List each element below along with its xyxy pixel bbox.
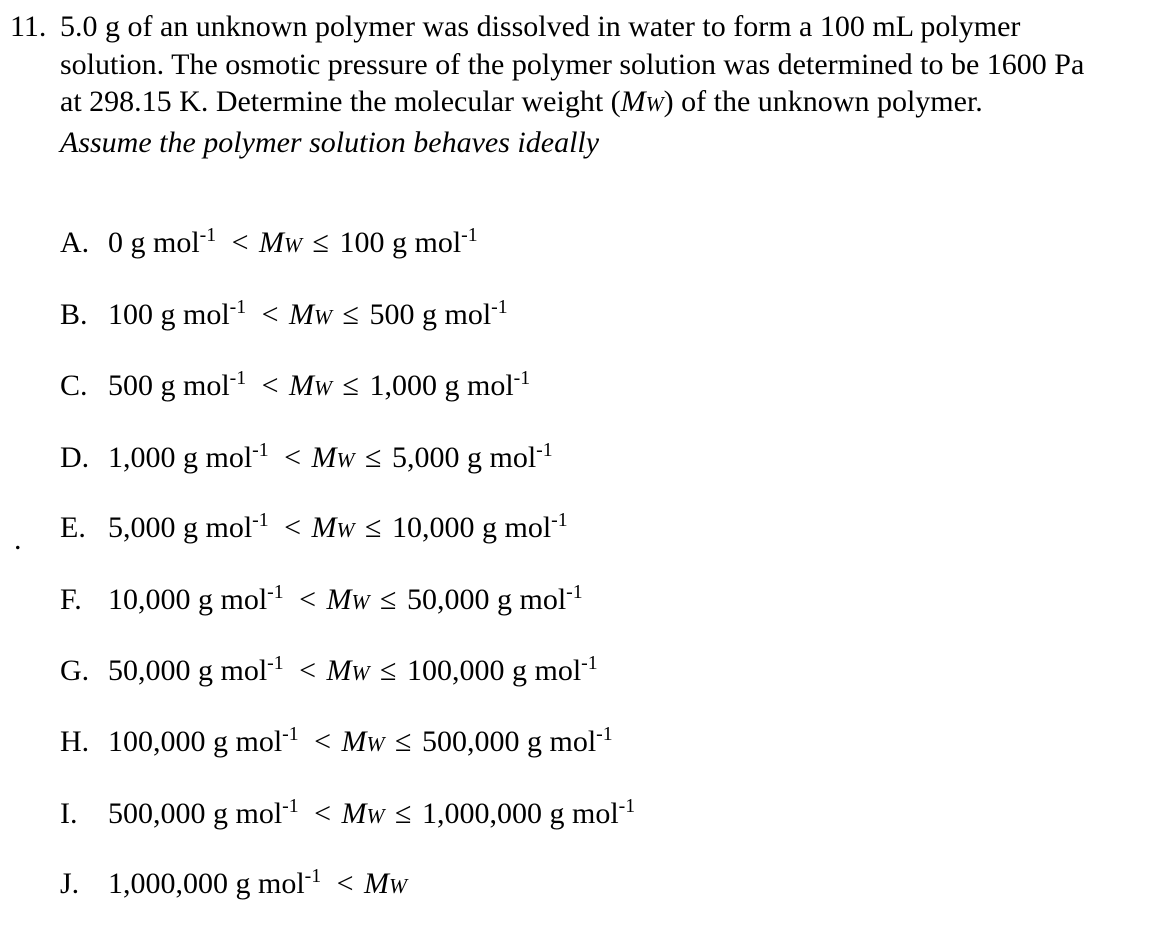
less-than-symbol: < [261, 298, 279, 331]
mw-subscript: W [366, 804, 385, 828]
option-unit-exponent: -1 [252, 439, 269, 462]
option-unit: g mol [213, 797, 283, 830]
less-equal-symbol: ≤ [395, 725, 412, 758]
less-than-symbol: < [299, 654, 317, 687]
less-than-symbol: < [299, 583, 317, 616]
option-unit-exponent: -1 [536, 439, 553, 462]
less-equal-symbol: ≤ [365, 511, 382, 544]
option-c [60, 366, 535, 406]
option-upper-value: 50,000 [406, 583, 490, 616]
option-letter: B. [60, 298, 88, 331]
option-letter: C. [60, 369, 88, 402]
question-assumption: Assume the polymer solution behaves ideally [60, 125, 600, 159]
option-unit-exponent: -1 [252, 509, 269, 532]
option-unit-exponent: -1 [618, 795, 636, 818]
less-than-symbol: < [231, 226, 249, 259]
question-mw-var: M [620, 85, 646, 118]
option-unit: g mol [198, 583, 268, 616]
mw-symbol: M [259, 226, 285, 259]
option-lower-value: 0 [108, 226, 123, 259]
option-letter: G. [60, 654, 90, 687]
option-letter: H. [60, 725, 90, 758]
question-line-3-start: at 298.15 K. Determine the molecular weight ( [60, 85, 621, 118]
option-unit-exponent: -1 [513, 367, 531, 390]
option-lower-value: 10,000 [108, 583, 191, 616]
stray-mark: . [14, 523, 22, 556]
mw-symbol: M [341, 725, 367, 758]
question-line-1: 5.0 g of an unknown polymer was dissolved in water to form a 100 mL polymer [60, 10, 1021, 43]
option-e [60, 508, 573, 548]
option-upper-value: 100 [339, 226, 385, 259]
option-unit-exponent: -1 [229, 367, 247, 390]
option-unit: g mol [213, 725, 283, 758]
option-unit-exponent: -1 [596, 723, 613, 746]
option-letter: A. [60, 226, 90, 259]
option-lower-value: 1,000,000 [108, 867, 228, 900]
less-than-symbol: < [314, 797, 332, 830]
option-unit-exponent: -1 [199, 224, 217, 247]
option-unit-exponent: -1 [491, 296, 508, 319]
question-line-3-end: ) of the unknown polymer. [663, 85, 983, 118]
option-lower-value: 100 [108, 298, 153, 331]
mw-symbol: M [311, 511, 337, 544]
option-lower-value: 50,000 [108, 654, 191, 687]
option-unit-exponent: -1 [267, 581, 284, 604]
less-than-symbol: < [284, 511, 302, 544]
option-upper-value: 1,000 [369, 369, 437, 402]
mw-subscript: W [351, 590, 370, 614]
question-line-2: solution. The osmotic pressure of the polymer solution was determined to be 1600 Pa [60, 47, 1085, 81]
option-unit: g mol [198, 654, 268, 687]
mw-subscript: W [314, 305, 333, 329]
option-unit: g mol [130, 226, 200, 259]
less-equal-symbol: ≤ [380, 654, 397, 687]
option-unit: g mol [183, 441, 253, 474]
mw-subscript: W [314, 376, 333, 400]
mw-symbol: M [364, 867, 390, 900]
option-letter: F. [60, 583, 82, 616]
mw-symbol: M [289, 298, 315, 331]
option-unit-exponent: -1 [282, 795, 299, 818]
mw-subscript: W [351, 661, 370, 685]
option-letter: I. [60, 797, 78, 830]
option-unit: g mol [511, 654, 582, 687]
option-lower-value: 5,000 [108, 511, 176, 544]
option-upper-value: 5,000 [391, 441, 460, 474]
option-unit-exponent: -1 [267, 652, 284, 675]
option-letter: E. [60, 511, 86, 544]
option-unit: g mol [549, 797, 619, 830]
mw-symbol: M [311, 441, 337, 474]
mw-symbol: M [326, 654, 352, 687]
option-d [60, 438, 558, 478]
less-than-symbol: < [284, 441, 302, 474]
option-lower-value: 500 [108, 369, 153, 402]
mw-symbol: M [326, 583, 352, 616]
option-unit: g mol [466, 441, 537, 474]
mw-symbol: M [341, 797, 367, 830]
less-equal-symbol: ≤ [395, 797, 412, 830]
option-unit-exponent: -1 [304, 865, 322, 888]
less-equal-symbol: ≤ [342, 298, 359, 331]
option-unit: g mol [160, 298, 230, 331]
option-unit-exponent: -1 [566, 581, 583, 604]
option-i [60, 794, 640, 834]
option-unit: g mol [183, 511, 253, 544]
option-lower-value: 500,000 [108, 797, 206, 830]
option-upper-value: 500,000 [421, 725, 520, 758]
option-b [60, 295, 513, 335]
question-line-3 [60, 83, 1160, 124]
option-h [60, 722, 618, 762]
question-block [10, 8, 1160, 161]
mw-symbol: M [289, 369, 315, 402]
option-unit: g mol [496, 583, 567, 616]
option-lower-value: 1,000 [108, 441, 176, 474]
question-mw-sub: W [645, 92, 664, 116]
option-upper-value: 10,000 [391, 511, 475, 544]
mw-subscript: W [284, 233, 303, 257]
less-than-symbol: < [314, 725, 332, 758]
option-lower-value: 100,000 [108, 725, 206, 758]
option-upper-value: 500 [369, 298, 415, 331]
option-unit-exponent: -1 [581, 652, 598, 675]
option-unit-exponent: -1 [282, 723, 299, 746]
option-j [60, 864, 407, 904]
option-unit: g mol [235, 867, 305, 900]
option-a [60, 223, 483, 263]
option-unit: g mol [421, 298, 492, 331]
option-unit: g mol [481, 511, 552, 544]
mw-subscript: W [389, 874, 408, 898]
option-unit-exponent: -1 [551, 509, 568, 532]
option-unit-exponent: -1 [229, 296, 247, 319]
option-f [60, 580, 588, 620]
option-g [60, 651, 603, 691]
less-equal-symbol: ≤ [312, 226, 329, 259]
question-number: 11. [10, 10, 47, 43]
option-unit-exponent: -1 [461, 224, 478, 247]
mw-subscript: W [366, 732, 385, 756]
less-equal-symbol: ≤ [365, 441, 382, 474]
option-letter: J. [60, 867, 80, 900]
less-than-symbol: < [336, 867, 354, 900]
option-letter: D. [60, 441, 90, 474]
option-upper-value: 100,000 [406, 654, 505, 687]
option-upper-value: 1,000,000 [421, 797, 542, 830]
question-text [60, 8, 1160, 161]
mw-subscript: W [336, 448, 355, 472]
less-equal-symbol: ≤ [380, 583, 397, 616]
option-unit: g mol [526, 725, 597, 758]
less-equal-symbol: ≤ [342, 369, 359, 402]
option-unit: g mol [444, 369, 514, 402]
option-unit: g mol [391, 226, 462, 259]
mw-subscript: W [336, 518, 355, 542]
less-than-symbol: < [261, 369, 279, 402]
option-unit: g mol [160, 369, 230, 402]
